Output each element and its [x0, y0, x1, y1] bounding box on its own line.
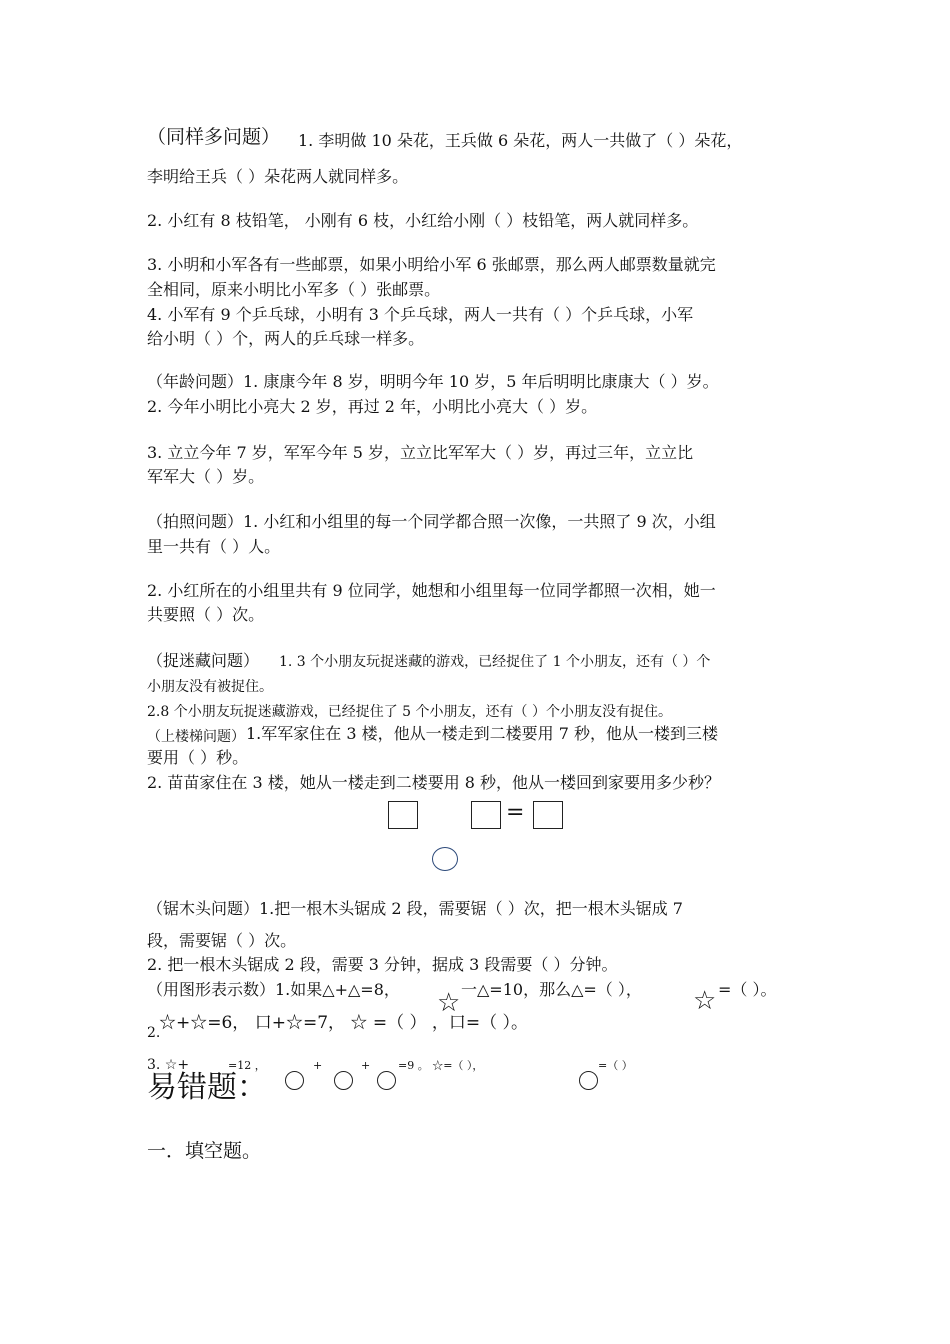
question-text: （拍照问题）1. 小红和小组里的每一个同学都合照一次像，一共照了 9 次，小组 — [147, 512, 716, 531]
question-text: 1. 李明做 10 朵花，王兵做 6 朵花，两人一共做了（ ）朵花， — [298, 131, 743, 150]
answer-box-icon — [471, 801, 501, 829]
question-text: 3. 立立今年 7 岁，军军今年 5 岁，立立比军军大（ ）岁，再过三年，立立比 — [147, 443, 694, 462]
circle-outline-icon — [432, 847, 458, 871]
question-text: 段，需要锯（ ）次。 — [147, 931, 297, 950]
star-outline-icon: ☆ — [437, 988, 461, 1018]
circle-outline-icon — [377, 1071, 396, 1090]
question-text: 全相同，原来小明比小军多（ ）张邮票。 — [147, 280, 441, 299]
question-text: =12 ， — [228, 1059, 266, 1072]
question-text: =（ ）。 — [718, 980, 777, 999]
question-text: 共要照（ ）次。 — [147, 605, 265, 624]
question-text: 2. 小红所在的小组里共有 9 位同学，她想和小组里每一位同学都照一次相，她一 — [147, 581, 716, 600]
question-text: 1.军军家住在 3 楼，他从一楼走到二楼要用 7 秒，他从一楼到三楼 — [246, 724, 718, 743]
question-text: 3. ☆+ — [147, 1057, 190, 1073]
question-text: 2. 苗苗家住在 3 楼，她从一楼走到二楼要用 8 秒，他从一楼回到家要用多少秒？ — [147, 773, 721, 792]
question-text: 2. 小红有 8 枝铅笔， 小刚有 6 枝，小红给小刚（ ）枝铅笔，两人就同样多。 — [147, 211, 699, 230]
question-text: 2.8 个小朋友玩捉迷藏游戏，已经捉住了 5 个小朋友，还有（ ）个小朋友没有捉住。 — [147, 704, 672, 720]
question-text: 一△=10，那么△=（ ）， — [461, 980, 642, 999]
question-text: 小朋友没有被捉住。 — [147, 679, 273, 695]
question-text: =（ ） — [598, 1059, 633, 1072]
question-text: 4. 小军有 9 个乒乓球，小明有 3 个乒乓球，两人一共有（ ）个乒乓球，小军 — [147, 305, 694, 324]
question-text: 要用（ ）秒。 — [147, 748, 249, 767]
section-label-same-amount: （同样多问题） — [147, 126, 281, 148]
question-text: 2. 把一根木头锯成 2 段，需要 3 分钟，据成 3 段需要（ ）分钟。 — [147, 955, 618, 974]
question-number: 2. — [147, 1025, 161, 1041]
answer-box-icon — [533, 801, 563, 829]
circle-outline-icon — [579, 1071, 598, 1090]
circle-outline-icon — [285, 1071, 304, 1090]
question-text: 3. 小明和小军各有一些邮票，如果小明给小军 6 张邮票，那么两人邮票数量就完 — [147, 255, 716, 274]
question-text: （年龄问题）1. 康康今年 8 岁，明明今年 10 岁，5 年后明明比康康大（ ）岁。 — [147, 372, 719, 391]
question-text: 给小明（ ）个，两人的乒乓球一样多。 — [147, 329, 425, 348]
section-label-stairs: （上楼梯问题） — [147, 729, 245, 745]
circle-outline-icon — [334, 1071, 353, 1090]
question-text: 里一共有（ ）人。 — [147, 537, 281, 556]
equals-sign: = — [506, 800, 525, 825]
answer-box-icon — [388, 801, 418, 829]
question-text: ☆+☆=6， 口+☆=7， ☆ =（ ） ，口=（ ）。 — [159, 1013, 529, 1033]
subsection-title-fill-blank: 一．填空题。 — [147, 1140, 262, 1162]
star-outline-icon: ☆ — [693, 986, 717, 1016]
question-text: =9 。 ☆=（ ）， — [398, 1059, 484, 1072]
question-text: 2. 今年小明比小亮大 2 岁，再过 2 年，小明比小亮大（ ）岁。 — [147, 397, 598, 416]
question-text: （锯木头问题）1.把一根木头锯成 2 段，需要锯（ ）次，把一根木头锯成 7 — [147, 899, 683, 918]
question-text: （用图形表示数）1.如果△+△=8， — [147, 980, 400, 999]
question-text: 军军大（ ）岁。 — [147, 467, 265, 486]
question-text: 李明给王兵（ ）朵花两人就同样多。 — [147, 167, 409, 186]
question-text: 1. 3 个小朋友玩捉迷藏的游戏，已经捉住了 1 个小朋友，还有（ ）个 — [279, 654, 711, 670]
plus-sign: + — [361, 1059, 371, 1072]
plus-sign: + — [313, 1059, 323, 1072]
section-title-mistakes: 易错题： — [147, 1070, 267, 1105]
section-label-hide-and-seek: （捉迷藏问题） — [147, 651, 260, 670]
